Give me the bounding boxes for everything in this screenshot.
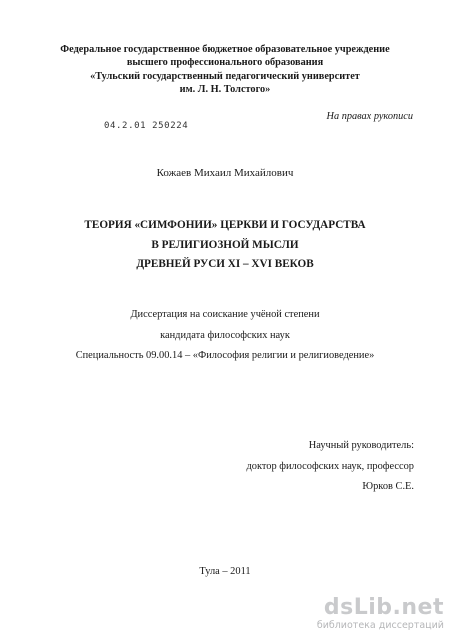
author-name: Кожаев Михаил Михайлович xyxy=(156,167,294,179)
manuscript-note: На правах рукописи xyxy=(326,111,413,122)
institution-line-2: высшего профессионального образования xyxy=(126,57,324,69)
supervisor-label: Научный руководитель: xyxy=(308,440,414,451)
institution-line-3: «Тульский государственный педагогический университет xyxy=(90,70,360,82)
city-year: Тула – 2011 xyxy=(199,566,251,577)
registration-stamp: 04.2.01 250224 xyxy=(104,121,189,131)
watermark-name: dsLib.net xyxy=(323,595,444,620)
supervisor-name: Юрков С.Е. xyxy=(362,481,414,492)
title-line-3: ДРЕВНЕЙ РУСИ XI – XVI ВЕКОВ xyxy=(136,258,314,271)
institution-header xyxy=(0,43,450,96)
institution-line-4: им. Л. Н. Толстого» xyxy=(179,83,271,95)
dissertation-title xyxy=(0,216,450,275)
degree-line-2: кандидата философских наук xyxy=(160,329,290,341)
watermark-logo xyxy=(317,597,444,632)
specialty-line: Специальность 09.00.14 – «Философия религии и религиоведение» xyxy=(75,350,375,361)
degree-info xyxy=(0,305,450,367)
supervisor-degree: доктор философских наук, профессор xyxy=(246,460,414,472)
supervisor-block xyxy=(246,436,414,498)
degree-line-1: Диссертация на соискание учёной степени xyxy=(130,309,320,320)
title-line-1: ТЕОРИЯ «СИМФОНИИ» ЦЕРКВИ И ГОСУДАРСТВА xyxy=(84,219,366,231)
institution-line-1: Федеральное государственное бюджетное образовательное учреждение xyxy=(60,44,390,55)
watermark-subtitle: библиотека диссертаций xyxy=(316,620,444,631)
title-line-2: В РЕЛИГИОЗНОЙ МЫСЛИ xyxy=(151,238,299,251)
